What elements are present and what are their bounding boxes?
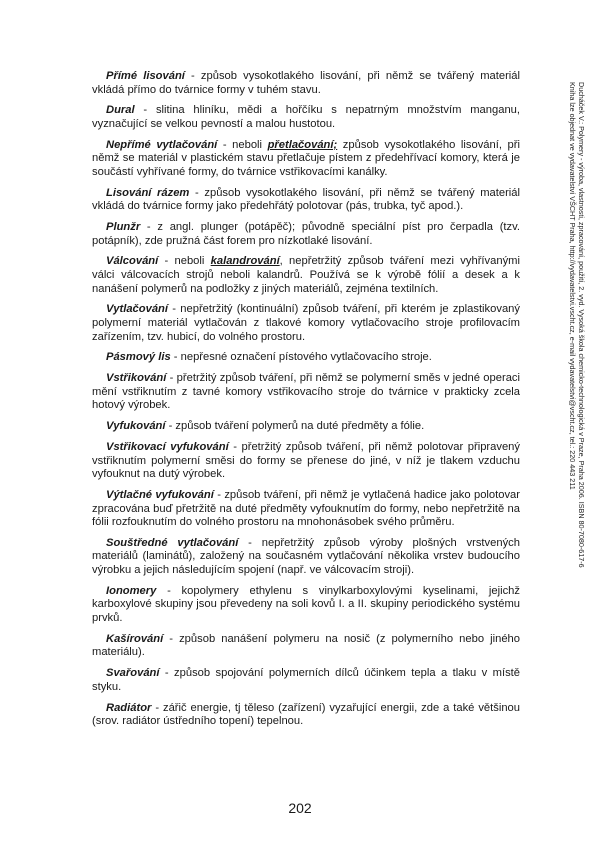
glossary-definition: - nepřetržitý (kontinuální) způsob tváření, při kterém je zplastikovaný polymerní materiál vytlačován z tlakové komory vytlačovacího stroje profilovacím zařízením, tzv. hubicí, do volného prostoru. bbox=[92, 303, 520, 343]
glossary-entry bbox=[92, 585, 520, 626]
glossary-definition: - přetržitý způsob tváření, při němž se polymerní směs v jedné operaci mění vstřiknutím z tavné komory vstřikovacího stroje do tvárnice v prakticky zcela hotový výrobek. bbox=[92, 372, 520, 412]
glossary-term: Vytlačování bbox=[106, 303, 168, 316]
glossary-term: Vstřikování bbox=[106, 372, 167, 385]
glossary-term: Kašírování bbox=[106, 632, 164, 645]
side-note bbox=[552, 82, 586, 722]
glossary-term: Lisování rázem bbox=[106, 186, 190, 199]
glossary-term: Vstřikovací vyfukování bbox=[106, 440, 229, 453]
glossary-definition: - způsob spojování polymerních dílců účinkem tepla a tlaku v místě styku. bbox=[92, 667, 520, 693]
glossary-definition: - z angl. plunger (potápěč); původně speciální píst pro čerpadla (tzv. potápník), zde pružná část forem pro nízkotlaké lisování. bbox=[92, 221, 520, 247]
glossary-definition: - způsob vysokotlakého lisování, při němž se tvářený materiál vkládá přímo do tvárnice formy v tuhém stavu. bbox=[92, 70, 520, 96]
glossary-definition: - slitina hliníku, mědi a hořčíku s nepatrným množstvím manganu, vyznačující se velkou pevností a malou hustotou. bbox=[92, 104, 520, 130]
glossary-definition: - kopolymery ethylenu s vinylkarboxylovými kyselinami, jejichž karboxylové skupiny jsou převedeny na soli kovů I. a II. skupiny periodického systému prvků. bbox=[92, 584, 520, 625]
glossary-definition: - způsob tváření, při němž je vytlačená hadice jako polotovar zpracována buď přetržitě na duté předměty vyfouknutím do formy, nebo nepřetržitě na fólii rozfouknutím do volného prostoru na mnohonásobek svého průměru. bbox=[92, 488, 520, 529]
glossary-entry bbox=[92, 303, 520, 344]
glossary-term: Válcování bbox=[106, 255, 159, 268]
glossary-entry bbox=[92, 255, 520, 296]
glossary-term: Nepřímé vytlačování bbox=[106, 138, 218, 151]
glossary-definition: - způsob nanášení polymeru na nosič (z polymerního nebo jiného materiálu). bbox=[92, 632, 520, 659]
glossary-entry bbox=[92, 104, 520, 131]
glossary-entry bbox=[92, 70, 520, 97]
glossary-entry bbox=[92, 420, 520, 434]
glossary-entry bbox=[92, 702, 520, 729]
glossary-term: Plunžr bbox=[106, 221, 141, 234]
glossary-term: Pásmový lis bbox=[106, 351, 171, 364]
glossary-definition: , nepřetržitý způsob tváření mezi vyhřívanými válci válcovacích strojů neboli kalandrů. Používá se k výrobě fólií a desek a k nanášení polymerů na podložky z jiných materiálů, zejména textilních. bbox=[92, 255, 520, 295]
glossary-term: Výtlačné vyfukování bbox=[106, 488, 214, 501]
glossary-definition: - přetržitý způsob tváření, při němž polotovar připravený vstřiknutím polymerní směsi do formy se přenese do jiné, v níž je tlakem vzduchu vyfouknut na dutý výrobek. bbox=[92, 440, 520, 481]
glossary-entry bbox=[92, 489, 520, 530]
glossary-term: kalandrování bbox=[210, 255, 280, 268]
glossary-definition: - nepřetržitý způsob výroby plošných vrstvených materiálů (laminátů), založený na současném vytlačování několika vrstev budoucího výrobku a jejich následujícím spojení (např. ve válcovacím stroji). bbox=[92, 536, 520, 577]
glossary-entry bbox=[92, 667, 520, 694]
page-number: 202 bbox=[288, 800, 312, 816]
glossary-definition: - nepřesné označení pístového vytlačovacího stroje. bbox=[170, 351, 432, 364]
glossary-definition: způsob vysokotlakého lisování, při němž se materiál v plastickém stavu přetlačuje pístem z předehřívací komory, která je součástí vyhřívané formy, do tvárnice vstřikovacími kanálky. bbox=[92, 138, 520, 178]
glossary-term: Ionomery bbox=[106, 584, 157, 597]
glossary-definition: - zářič energie, tj těleso (zařízení) vyzařující energii, zde a také většinou (srov. radiátor ústředního topení) tepelnou. bbox=[92, 701, 520, 728]
glossary-entry bbox=[92, 351, 520, 365]
glossary-term: Svařování bbox=[106, 667, 160, 680]
glossary-term: Vyfukování bbox=[106, 420, 166, 433]
glossary-term: přetlačování; bbox=[267, 138, 338, 151]
glossary-entry bbox=[92, 537, 520, 578]
glossary-term: Přímé lisování bbox=[106, 70, 185, 82]
glossary-definition: - neboli bbox=[158, 255, 211, 268]
glossary-definition: - způsob vysokotlakého lisování, při němž se tvářený materiál vkládá do tvárnice formy jako předehřátý polotovar (pás, trubka, tyč apod.). bbox=[92, 186, 520, 213]
side-note-citation: Ducháček V.: Polymery - výroba, vlastnosti, zpracování, použití, 2. vyd. Vysoká škola chemicko-technologická v Praze, Praha 2006. ISBN 80-7080-617-6 bbox=[577, 82, 586, 568]
glossary-entry bbox=[92, 633, 520, 660]
glossary-entry bbox=[92, 187, 520, 214]
glossary-body bbox=[92, 70, 520, 736]
glossary-term: Radiátor bbox=[106, 701, 152, 714]
glossary-term: Souštředné vytlačování bbox=[106, 536, 239, 549]
glossary-definition: - neboli bbox=[217, 138, 268, 151]
glossary-entry bbox=[92, 139, 520, 180]
glossary-entry bbox=[92, 441, 520, 482]
side-note-ordering: Kniha lze objednat ve vydavatelství VŠCHT Praha, http://vydavatelstvi.vscht.cz, e-mail vydavatelstvi@vscht.cz, tel.: 220 443 211 bbox=[567, 82, 577, 490]
glossary-entry bbox=[92, 221, 520, 248]
glossary-definition: - způsob tváření polymerů na duté předměty a fólie. bbox=[165, 420, 425, 433]
glossary-entry bbox=[92, 372, 520, 413]
glossary-term: Dural bbox=[106, 104, 135, 117]
